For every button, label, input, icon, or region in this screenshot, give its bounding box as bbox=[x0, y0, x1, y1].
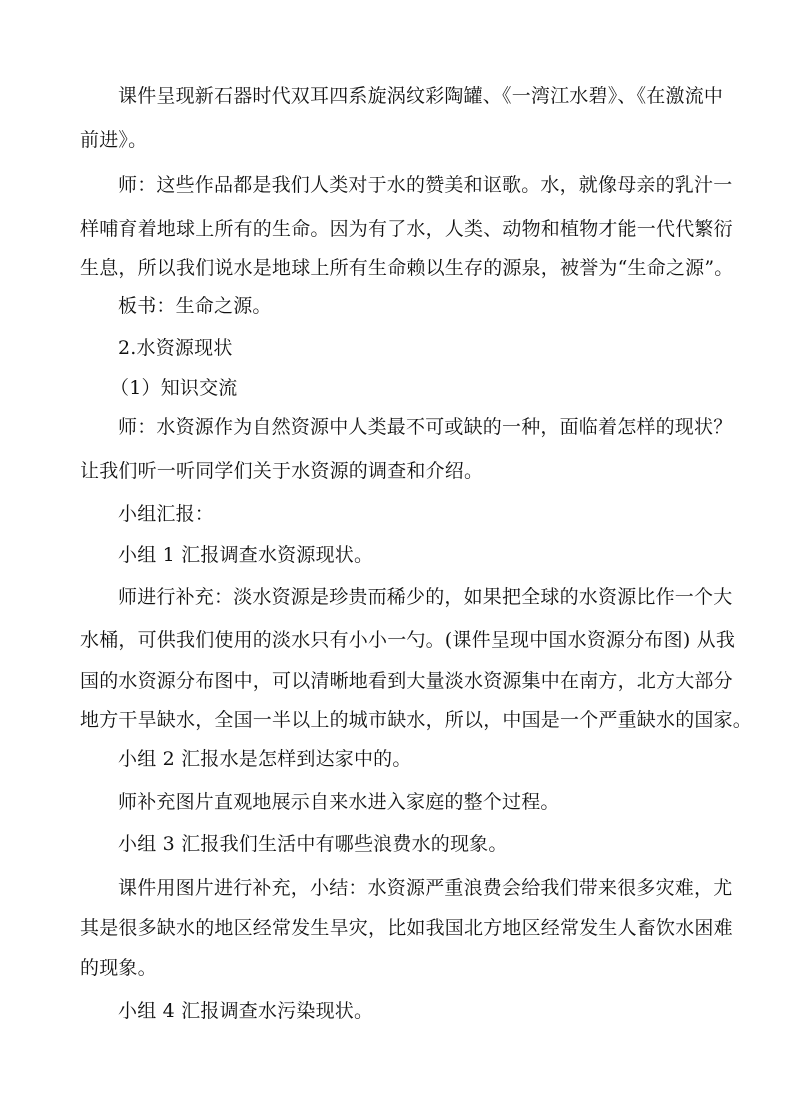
text-line: 板书：生命之源。 bbox=[118, 295, 272, 317]
text-line: 课件呈现新石器时代双耳四系旋涡纹彩陶罐、《一湾江水碧》、《在激流中 bbox=[118, 85, 724, 107]
text-line: 前进》。 bbox=[80, 129, 148, 151]
section-heading: 2.水资源现状 bbox=[118, 337, 233, 359]
text-line: 师补充图片直观地展示自来水进入家庭的整个过程。 bbox=[118, 791, 560, 813]
text-line: 师进行补充：淡水资源是珍贵而稀少的，如果把全球的水资源比作一个大 bbox=[118, 586, 733, 608]
text-line: 小组汇报： bbox=[118, 503, 215, 525]
text-line: 地方干旱缺水，全国一半以上的城市缺水，所以，中国是一个严重缺水的国家。 bbox=[80, 709, 753, 731]
text-line: 师：水资源作为自然资源中人类最不可或缺的一种，面临着怎样的现状？ bbox=[118, 416, 733, 438]
text-line: 水桶，可供我们使用的淡水只有小小一勺。(课件呈现中国水资源分布图) 从我 bbox=[80, 629, 736, 651]
text-line: 生息，所以我们说水是地球上所有生命赖以生存的源泉，被誉为“生命之源”。 bbox=[80, 257, 734, 279]
text-line: 的现象。 bbox=[80, 957, 157, 979]
text-line: 样哺育着地球上所有的生命。因为有了水，人类、动物和植物才能一代代繁衍 bbox=[80, 218, 733, 240]
text-line: 小组 1 汇报调查水资源现状。 bbox=[118, 544, 374, 566]
text-line: 小组 2 汇报水是怎样到达家中的。 bbox=[118, 748, 412, 770]
text-line: 师：这些作品都是我们人类对于水的赞美和讴歌。水，就像母亲的乳汁一 bbox=[118, 174, 733, 196]
text-line: 小组 4 汇报调查水污染现状。 bbox=[118, 1000, 374, 1022]
text-line: 课件用图片进行补充，小结：水资源严重浪费会给我们带来很多灾难，尤 bbox=[118, 877, 733, 899]
text-line: 其是很多缺水的地区经常发生旱灾，比如我国北方地区经常发生人畜饮水困难 bbox=[80, 917, 733, 939]
text-line: 让我们听一听同学们关于水资源的调查和介绍。 bbox=[80, 460, 484, 482]
text-line: 小组 3 汇报我们生活中有哪些浪费水的现象。 bbox=[118, 833, 508, 855]
text-line: 国的水资源分布图中，可以清晰地看到大量淡水资源集中在南方，北方大部分 bbox=[80, 670, 733, 692]
subsection-heading: （1）知识交流 bbox=[110, 377, 238, 399]
